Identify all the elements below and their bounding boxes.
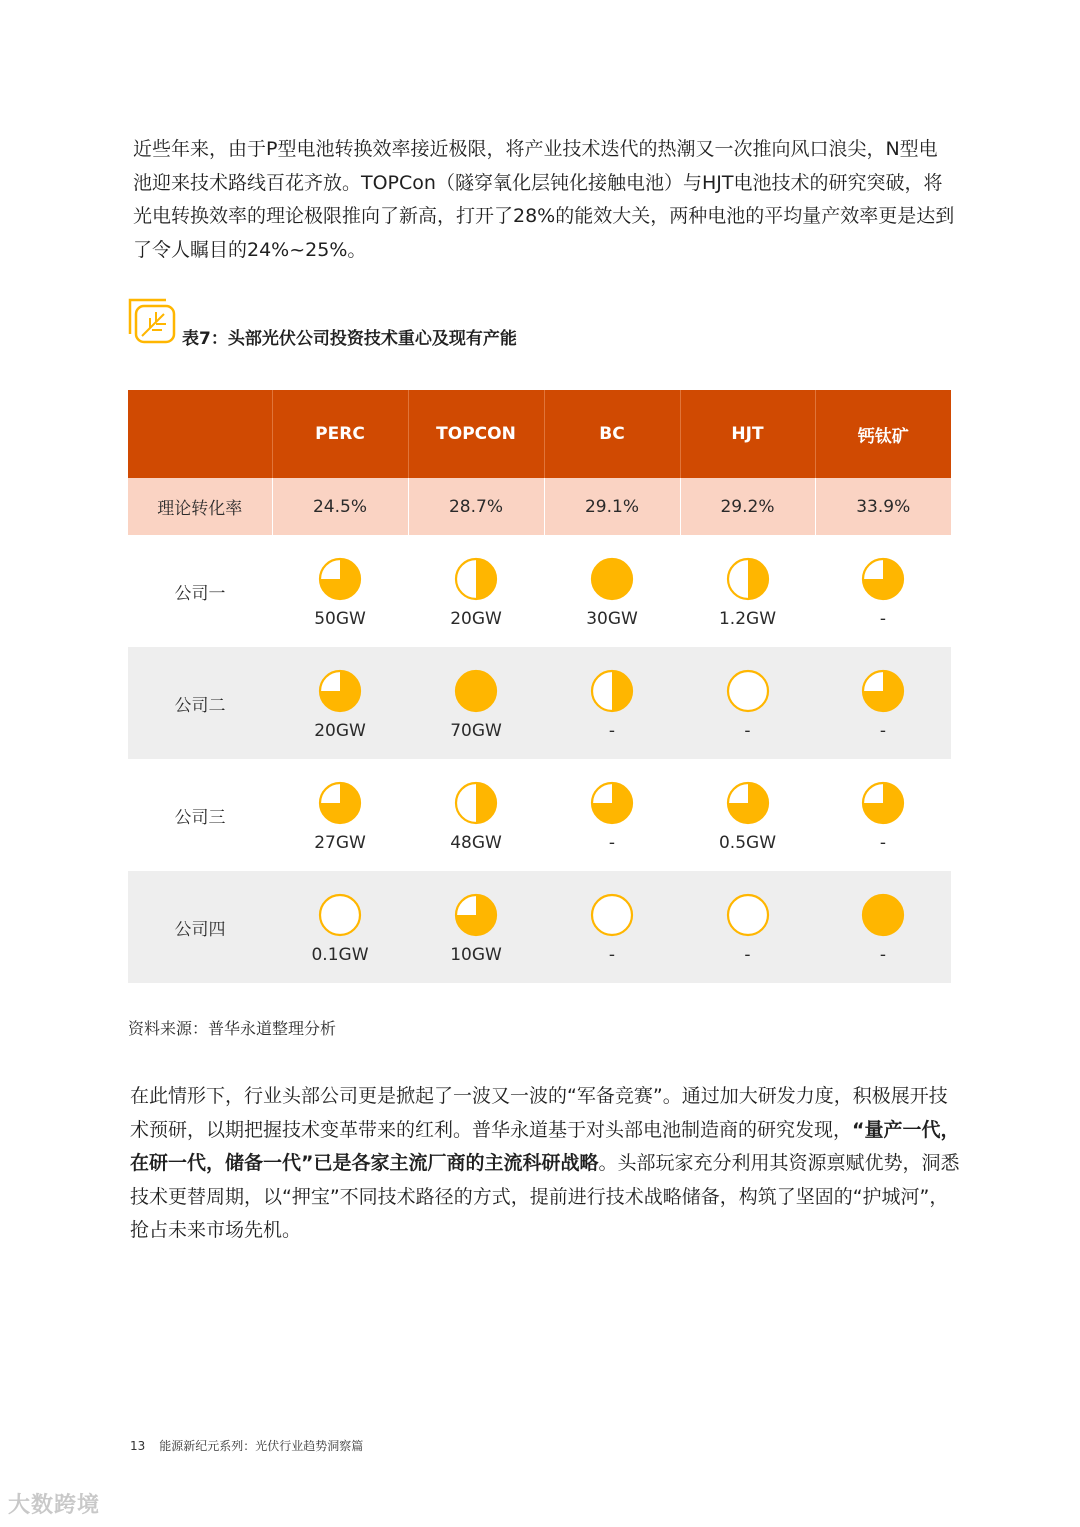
capacity-value: - [744,721,751,741]
rate-value: 28.7% [408,478,544,535]
intro-paragraph: 近些年来，由于P型电池转换效率接近极限，将产业技术迭代的热潮又一次推向风口浪尖，N型电池迎来技术路线百花齐放。TOPCon（隧穿氧化层钝化接触电池）与HJT电池技术的研究突破，将光电转换效率的理论极限推向了新高，打开了28%的能效大关，两种电池的平均量产效率更是达到了令人瞩目的24%~25%。 [133,138,955,261]
capacity-cell [815,647,951,759]
capacity-value: - [608,833,616,853]
capacity-cell [544,871,680,983]
company-row [128,759,951,871]
harvey-ball-icon [454,557,498,601]
company-name: 公司一 [174,583,226,604]
capacity-value: 70GW [450,721,502,741]
closing-paragraph [130,1080,960,1248]
rate-value: 24.5% [272,478,408,535]
harvey-ball-icon [861,557,905,601]
capacity-cell [815,871,951,983]
watermark: 大数跨境 [8,1493,101,1518]
capacity-cell [680,647,815,759]
capacity-cell [680,535,815,647]
harvey-ball-icon [590,893,634,937]
harvey-ball-icon [318,893,362,937]
capacity-cell [680,759,815,871]
closing-bold-text: “量产一代，在研一代，储备一代”已是各家主流厂商的主流科研战略 [130,1118,960,1174]
capacity-value: - [879,945,887,965]
leaf-icon [128,296,178,346]
closing-text: 。头部玩家充分利用其资源禀赋优势，洞悉技术更替周期，以“押宝”不同技术路径的方式，提前进行技术战略储备，构筑了坚固的“护城河”，抢占未来市场先机。 [130,1152,960,1241]
capacity-value: 27GW [314,833,366,853]
rate-value: 29.2% [680,478,815,535]
harvey-ball-icon [861,781,905,825]
capacity-cell [408,535,544,647]
column-header: 钙钛矿 [815,390,951,478]
capacity-value: 20GW [314,721,366,741]
company-row [128,647,951,759]
header-corner [128,390,272,478]
company-name: 公司二 [128,647,272,759]
harvey-ball-icon [861,669,905,713]
harvey-ball-icon [318,557,362,601]
capacity-value: - [879,609,887,629]
harvey-ball-icon [454,893,498,937]
harvey-ball-icon [590,557,634,601]
capacity-cell [272,535,408,647]
rate-row [128,478,951,535]
table-caption [128,296,728,348]
harvey-ball-icon [726,669,770,713]
capacity-value: 30GW [586,609,638,629]
capacity-cell [815,535,951,647]
capacity-value: - [744,945,751,965]
company-row [128,535,951,647]
column-header: TOPCON [408,390,544,478]
rate-value: 33.9% [815,478,951,535]
rate-value: 29.1% [544,478,680,535]
capacity-value: 0.1GW [311,945,369,965]
capacity-cell [408,871,544,983]
capacity-value: - [608,721,616,741]
capacity-cell [408,647,544,759]
company-name: 公司三 [174,807,226,828]
tech-capacity-table [128,390,951,983]
page-footer [130,1437,377,1454]
rate-label: 理论转化率 [128,478,272,535]
harvey-ball-icon [590,669,634,713]
capacity-value: 10GW [450,945,502,965]
column-header: HJT [680,390,815,478]
page-number: 13 [130,1439,146,1453]
harvey-ball-icon [726,781,770,825]
table-source: 资料来源：普华永道整理分析 [128,1019,337,1038]
harvey-ball-icon [454,781,498,825]
capacity-cell [544,759,680,871]
harvey-ball-icon [590,781,634,825]
harvey-ball-icon [454,669,498,713]
capacity-cell [544,647,680,759]
capacity-value: 1.2GW [718,609,777,629]
capacity-cell [272,759,408,871]
capacity-cell [272,871,408,983]
company-row [128,871,951,983]
capacity-cell [272,647,408,759]
capacity-value: 0.5GW [718,833,777,853]
harvey-ball-icon [318,669,362,713]
capacity-value: - [879,721,887,741]
capacity-cell [408,759,544,871]
table-header-row [128,390,951,478]
column-header: BC [544,390,680,478]
harvey-ball-icon [726,893,770,937]
harvey-ball-icon [861,893,905,937]
table-title: 表7：头部光伏公司投资技术重心及现有产能 [182,329,517,349]
company-name: 公司四 [128,871,272,983]
closing-text: 在此情形下，行业头部公司更是掀起了一波又一波的“军备竞赛”。通过加大研发力度，积极展开技术预研，以期把握技术变革带来的红利。普华永道基于对头部电池制造商的研究发现， [130,1085,948,1141]
capacity-value: 50GW [314,609,366,629]
capacity-value: - [608,945,616,965]
capacity-value: - [879,833,887,853]
capacity-value: 20GW [450,609,502,629]
series-title: 能源新纪元系列：光伏行业趋势洞察篇 [159,1439,364,1453]
capacity-value: 48GW [450,833,502,853]
capacity-cell [680,871,815,983]
capacity-cell [544,535,680,647]
harvey-ball-icon [726,557,770,601]
column-header: PERC [272,390,408,478]
harvey-ball-icon [318,781,362,825]
capacity-cell [815,759,951,871]
